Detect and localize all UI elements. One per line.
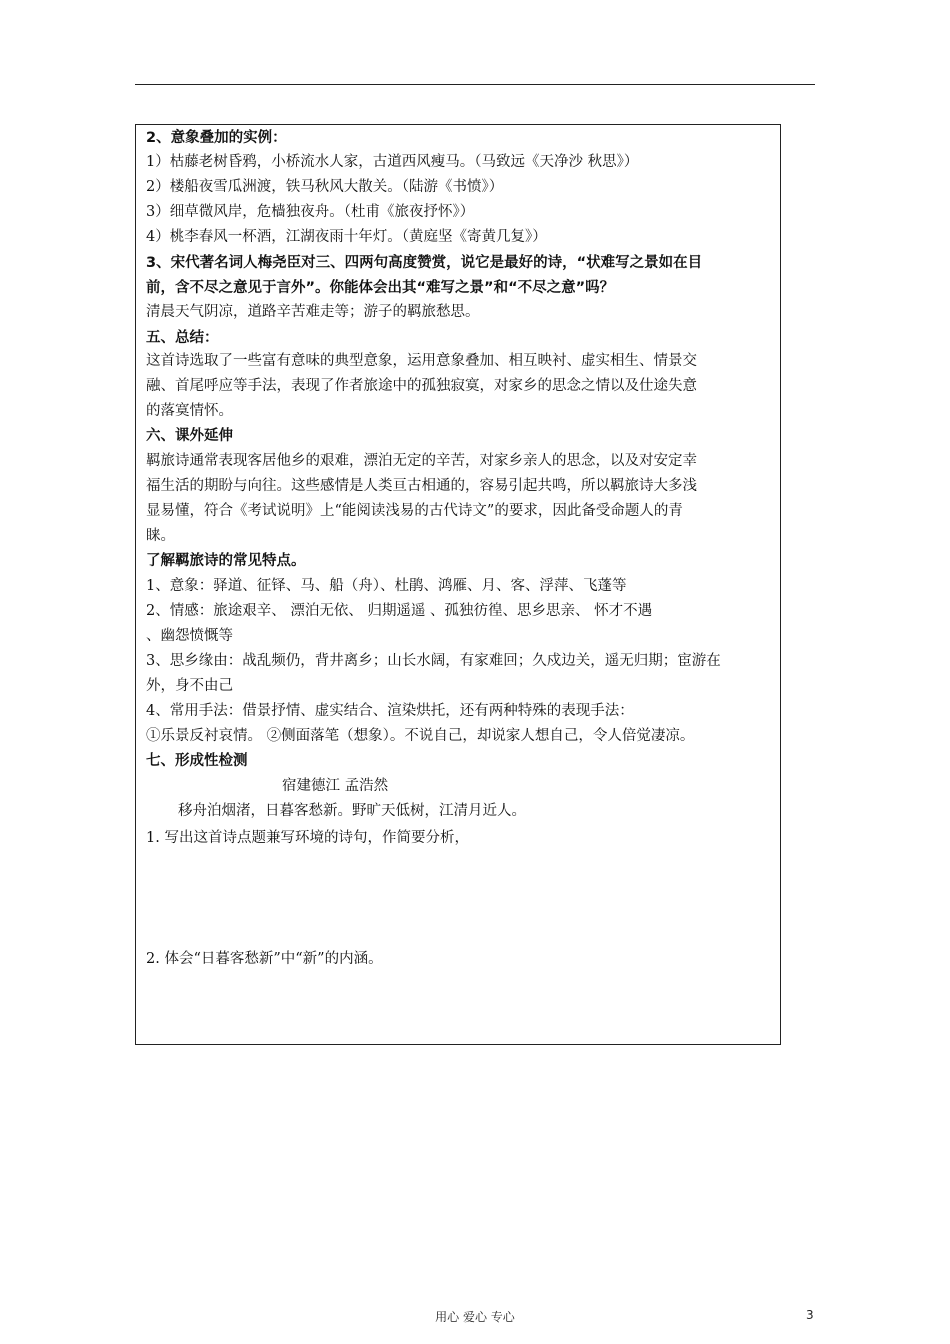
footer-slogan: 用心 爱心 专心 [435, 1310, 515, 1324]
extension-line: 显易懂，符合《考试说明》上“能阅读浅易的古代诗文”的要求，因此备受命题人的青 [146, 503, 683, 519]
poem-title: 宿建德江 孟浩然 [282, 778, 389, 794]
question-line: 3、宋代著名词人梅尧臣对三、四两句高度赞赏，说它是最好的诗，“状难写之景如在目 [146, 255, 703, 271]
feature-line: 外，身不由己 [146, 678, 233, 694]
heading-imagery-examples: 2、意象叠加的实例： [146, 130, 287, 146]
feature-line: 2、情感：旅途艰辛、 漂泊无依、 归期遥遥 、孤独彷徨、思乡思亲、 怀才不遇 [146, 603, 653, 619]
example-line: 2）楼船夜雪瓜洲渡，铁马秋风大散关。（陆游《书愤》） [146, 179, 504, 195]
question-line: 前，含不尽之意见于言外”。你能体会出其“难写之景”和“不尽之意”吗？ [146, 280, 615, 296]
page-number: 3 [806, 1308, 814, 1322]
heading-assessment: 七、形成性检测 [146, 753, 248, 769]
example-line: 4）桃李春风一杯酒，江湖夜雨十年灯。（黄庭坚《寄黄几复》） [146, 229, 547, 245]
summary-line: 这首诗选取了一些富有意味的典型意象，运用意象叠加、相互映衬、虚实相生、情景交 [146, 353, 697, 369]
answer-line: 清晨天气阴凉，道路辛苦难走等；游子的羁旅愁思。 [146, 304, 480, 320]
feature-line: 1、意象：驿道、征铎、马、船（舟）、杜鹃、鸿雁、月、客、浮萍、飞蓬等 [146, 578, 627, 594]
poem-text: 移舟泊烟渚，日暮客愁新。野旷天低树，江清月近人。 [178, 803, 526, 819]
extension-line: 羁旅诗通常表现客居他乡的艰难，漂泊无定的辛苦，对家乡亲人的思念，以及对安定幸 [146, 453, 697, 469]
example-line: 3）细草微风岸，危樯独夜舟。（杜甫《旅夜抒怀》） [146, 204, 475, 220]
extension-line: 睐。 [146, 528, 175, 544]
feature-line: 、幽怨愤慨等 [146, 628, 233, 644]
heading-extension: 六、课外延伸 [146, 428, 233, 444]
example-line: 1）枯藤老树昏鸦，小桥流水人家，古道西风瘦马。（马致远《天净沙 秋思》） [146, 154, 639, 170]
summary-line: 的落寞情怀。 [146, 403, 233, 419]
question-2: 2. 体会“日暮客愁新”中“新”的内涵。 [146, 951, 383, 967]
extension-line: 福生活的期盼与向往。这些感情是人类亘古相通的，容易引起共鸣，所以羁旅诗大多浅 [146, 478, 697, 494]
heading-summary: 五、总结： [146, 330, 219, 346]
summary-line: 融、首尾呼应等手法，表现了作者旅途中的孤独寂寞，对家乡的思念之情以及仕途失意 [146, 378, 697, 394]
feature-line: ①乐景反衬哀情。 ②侧面落笔（想象）。不说自己，却说家人想自己，令人倍觉凄凉。 [146, 728, 695, 744]
question-1: 1. 写出这首诗点题兼写环境的诗句，作简要分析， [146, 830, 469, 846]
heading-features: 了解羁旅诗的常见特点。 [146, 553, 306, 569]
feature-line: 3、思乡缘由：战乱频仍，背井离乡；山长水阔，有家难回；久戍边关，遥无归期；宦游在 [146, 653, 721, 669]
feature-line: 4、常用手法：借景抒情、虚实结合、渲染烘托，还有两种特殊的表现手法： [146, 703, 634, 719]
header-rule [135, 84, 815, 85]
